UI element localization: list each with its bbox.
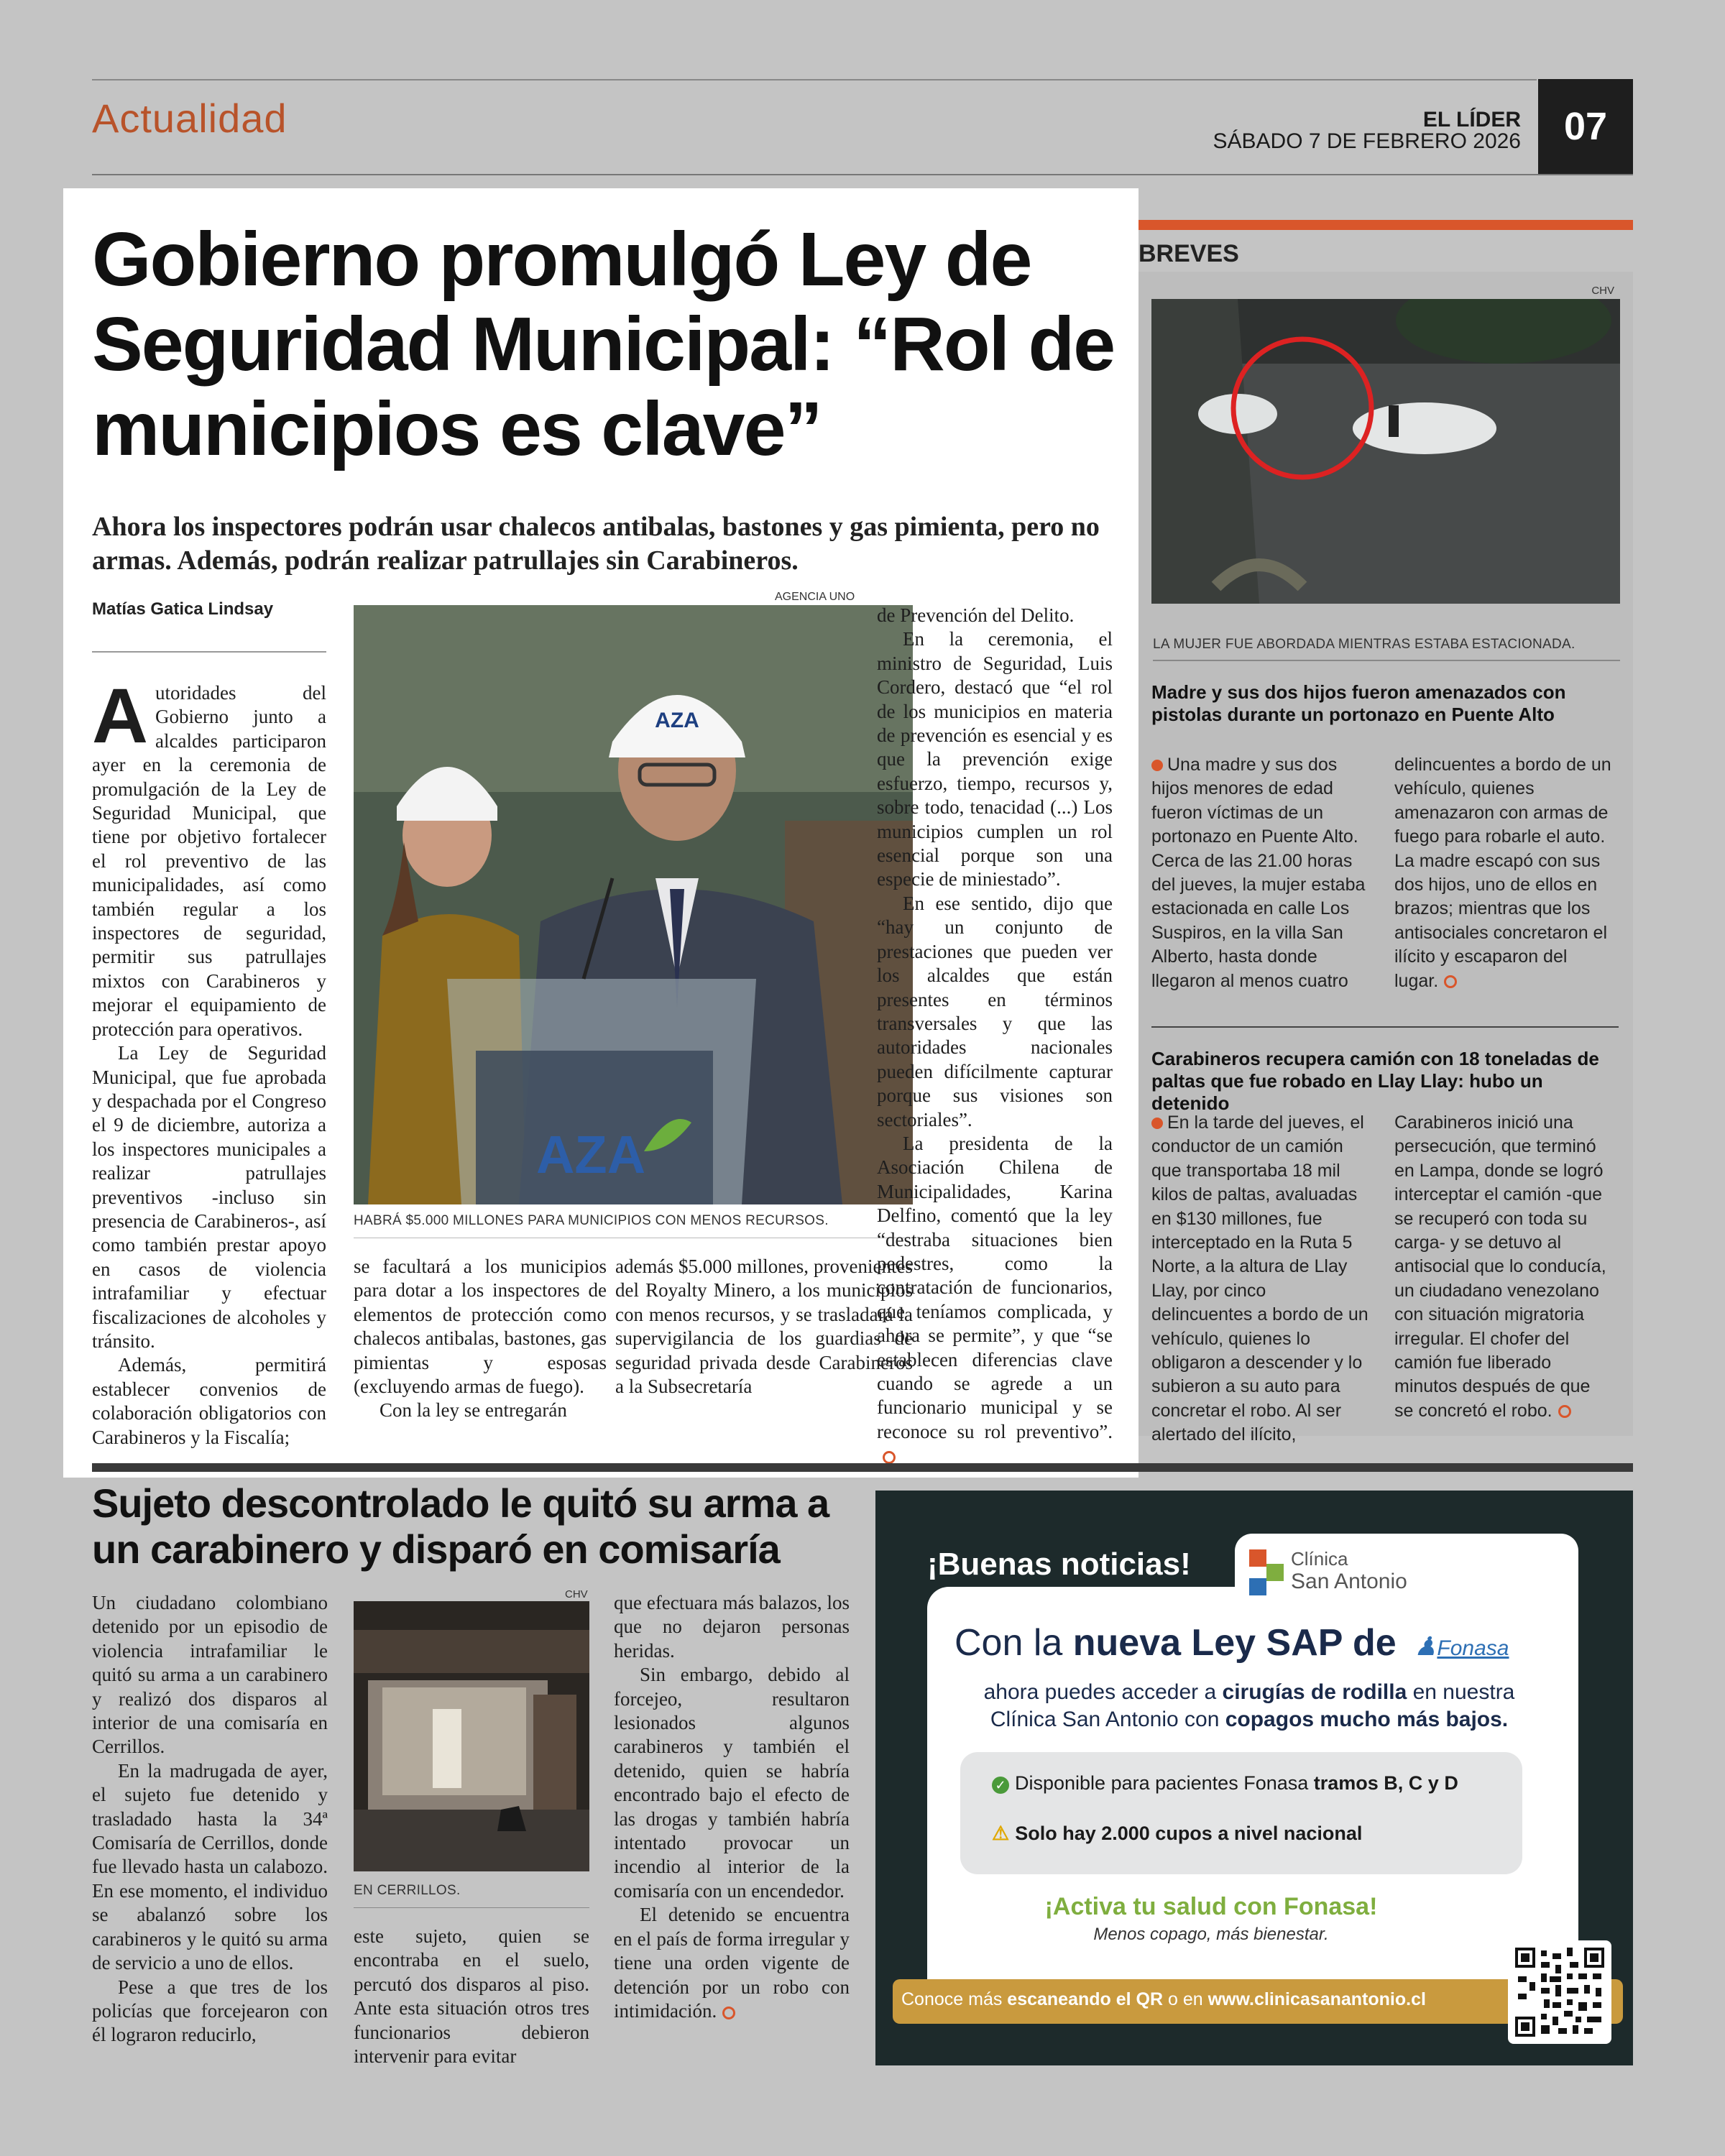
ad-headline <box>954 1621 1509 1664</box>
breves-item2-body <box>1151 1111 1611 1447</box>
check-circle-icon: ✓ <box>992 1777 1009 1794</box>
ad-good-news: ¡Buenas noticias! <box>927 1547 1191 1582</box>
ad-info-box <box>960 1752 1522 1874</box>
section-label: Actualidad <box>92 96 288 141</box>
second-col-2 <box>354 1925 589 2068</box>
byline-rule <box>92 651 326 653</box>
main-col4-p3: En ese sentido, dijo que “hay un conjunto de prestaciones que pueden ver los alcaldes que están presentes en términos transversales y que las autoridades nacionales pueden difícilmente capturar porque sus visiones son sectoriales”. <box>877 892 1113 1130</box>
breves-item1-body <box>1151 753 1611 993</box>
main-headline: Gobierno promulgó Ley de Seguridad Municipal: “Rol de municipios es clave” <box>92 217 1115 471</box>
main-col1-p1: utoridades del Gobierno junto a alcaldes participaron ayer en la ceremonia de promulgación de la Ley de Seguridad Municipal, que tiene por objetivo fortalecer el rol preventivo de las municipalidades, así como también regular a los inspectores de seguridad, permitir sus patrullajes mixtos con Carabineros y mejorar el equipamiento de protección para operativos. <box>92 682 326 1040</box>
second-col-3 <box>614 1591 850 2023</box>
second-photo-scene <box>354 1601 589 1871</box>
ad-headline-pre: Con la <box>954 1622 1073 1664</box>
ad-footer-pre: Conoce más <box>901 1989 1008 2009</box>
second-article-rule <box>92 1463 880 1472</box>
breves-item1-text: Una madre y sus dos hijos menores de edad fueron víctimas de un portonazo en Puente Alto. Cerca de las 21.00 horas del jueves, la mujer estaba estacionada en calle Los Suspiros, en la villa San Alberto, hasta donde llegaron al menos cuatro delincuentes a bordo de un vehículo, quienes amenazaron con armas de fuego para robarle el auto. La madre escapó con sus dos hijos, uno de ellos en brazos; mientras que los antisociales concretaron el ilícito y escaparon del lugar. <box>1151 755 1611 991</box>
clinic-name-2: San Antonio <box>1291 1570 1407 1593</box>
second-photo-caption-rule <box>354 1907 589 1908</box>
breves-label: BREVES <box>1138 240 1239 267</box>
ad-body-pre: ahora puedes acceder a <box>983 1680 1223 1704</box>
fonasa-icon: ♟ <box>1414 1631 1438 1661</box>
breves-divider <box>1151 1026 1619 1028</box>
second-col1-p3: Pese a que tres de los policías que forcejearon con él lograron reducirlo, <box>92 1976 328 2046</box>
ad-footer-bold1: escaneando el QR <box>1007 1989 1164 2009</box>
ad-footer-bold2: www.clinicasanantonio.cl <box>1208 1989 1426 2009</box>
byline: Matías Gatica Lindsay <box>92 599 274 619</box>
second-col1-p2: En la madrugada de ayer, el sujeto fue detenido y trasladado hasta la 34ª Comisaría de Cerrillos, donde fue llevado hasta un calabozo. En ese momento, el individuo se abalanzó sobre los carabineros y le quitó su arma de servicio a uno de ellos. <box>92 1759 328 1974</box>
paper-name: EL LÍDER <box>1422 108 1521 132</box>
main-col1-p2: La Ley de Seguridad Municipal, que fue aprobada y despachada por el Congreso el 9 de diciembre, autoriza a los inspectores municipales a realizar patrullajes preventivos -incluso sin presencia de Carabineros-, así como también prestar apoyo en casos de violencia intrafamiliar y efectuar fiscalizaciones de alcoholes y tránsito. <box>92 1042 326 1352</box>
main-col4-p4: La presidenta de la Asociación Chilena de Municipalidades, Karina Delfino, comentó que la ley “destraba situaciones bien pedestres, como la contratación de funcionarios, que teníamos complicada, y ahora se permite”, y que “se establecen diferencias clave cuando se agrede a un funcionario municipal y se reconoce su rol preventivo”. <box>877 1132 1113 1442</box>
breves-item2-title: Carabineros recupera camión con 18 toneladas de paltas que fue robado en Llay Llay: hubo un detenido <box>1151 1048 1599 1114</box>
breves-item2-text: En la tarde del jueves, el conductor de un camión que transportaba 18 mil kilos de paltas, avaluadas en $130 millones, fue interceptado en la Ruta 5 Norte, a la altura de Llay Llay, por cinco delincuentes a bordo de un vehículo, quienes lo obligaron a descender y lo subieron a su auto para concretar el robo. Al ser alertado del ilícito, Carabineros inició una persecución, que terminó en Lampa, donde se logró interceptar el camión -que se recuperó con toda su carga- y se detuvo al antisocial que lo conducía, un ciudadano venezolano con situación migratoria irregular. El chofer del camión fue liberado minutos después de que se concretó el robo. <box>1151 1112 1606 1445</box>
breves-photo-scene <box>1151 299 1620 604</box>
main-subhead: Ahora los inspectores podrán usar chalecos antibalas, bastones y gas pimienta, pero no armas. Además, podrán realizar patrullajes sin Carabineros. <box>92 512 1100 576</box>
main-col2-p1: se facultará a los municipios para dotar a los inspectores de elementos de protección como chalecos antibalas, bastones, gas pimientas y esposas (excluyendo armas de fuego). <box>354 1256 607 1398</box>
ad-box <box>875 1491 1633 2065</box>
second-col-1 <box>92 1591 328 2047</box>
ad-check-2 <box>992 1823 1362 1845</box>
end-mark-icon <box>1558 1405 1571 1418</box>
ad-top-rule <box>875 1463 1633 1472</box>
clinic-name-1: Clínica <box>1291 1548 1348 1570</box>
warning-icon: ⚠ <box>992 1823 1010 1844</box>
breves-photo <box>1151 299 1620 604</box>
ad-tagline: Menos copago, más bienestar. <box>1093 1925 1329 1944</box>
end-mark-icon <box>1444 975 1457 988</box>
main-photo-credit: AGENCIA UNO <box>775 591 855 603</box>
end-mark-icon <box>722 2007 735 2019</box>
main-col-3 <box>615 1255 913 1399</box>
header-top-rule <box>92 79 1537 80</box>
qr-code[interactable] <box>1508 1940 1611 2044</box>
page-number-text: 07 <box>1563 105 1608 148</box>
ad-footer-text <box>901 1989 1426 2010</box>
second-col2-p1: este sujeto, quien se encontraba en el suelo, percutó dos disparos al piso. Ante esta situación otros tres funcionarios debieron intervenir para evitar <box>354 1925 589 2068</box>
main-article <box>63 188 1138 1478</box>
second-photo-caption: EN CERRILLOS. <box>354 1883 461 1898</box>
ad-check2-text: Solo hay 2.000 cupos a nivel nacional <box>1015 1823 1363 1844</box>
second-headline: Sujeto descontrolado le quitó su arma a un carabinero y disparó en comisaría <box>92 1480 829 1572</box>
breves-photo-caption: LA MUJER FUE ABORDADA MIENTRAS ESTABA ESTACIONADA. <box>1153 637 1576 652</box>
issue-date: SÁBADO 7 DE FEBRERO 2026 <box>1213 129 1521 153</box>
main-photo <box>354 605 913 1204</box>
bullet-dot-icon <box>1151 1118 1163 1129</box>
ad-body <box>954 1679 1544 1733</box>
second-photo-credit: CHV <box>565 1588 588 1600</box>
second-col3-p3: El detenido se encuentra en el país de forma irregular y tiene una orden vigente de detención por un robo con intimidación. <box>614 1904 850 2022</box>
main-col3-p1: además $5.000 millones, provenientes del Royalty Minero, a los municipios con menos recursos, y se trasladará la supervigilancia de los guardias de seguridad privada desde Carabineros a la Subsecretaría <box>615 1256 913 1398</box>
second-col1-p1: Un ciudadano colombiano detenido por un episodio de violencia intrafamiliar le quitó su arma a un carabinero y realizó dos disparos al interior de una comisaría en Cerrillos. <box>92 1592 328 1758</box>
main-col-4 <box>877 604 1113 1468</box>
breves-photo-credit: CHV <box>1591 285 1614 297</box>
qr-code-icon <box>1515 1948 1604 2037</box>
main-col-1 <box>92 672 326 1450</box>
ad-footer-mid: o en <box>1163 1989 1208 2009</box>
ad-cta: ¡Activa tu salud con Fonasa! <box>1044 1893 1378 1920</box>
main-col4-p2: En la ceremonia, el ministro de Seguridad, Luis Cordero, destacó que “el rol de los municipios en materia de prevención es esencial y es que la prevención exige esfuerzo, tiempo, recursos y, sobre todo, tenacidad (...) Los municipios cumplen un rol esencial porque son una especie de miniestado”. <box>877 628 1113 890</box>
main-photo-caption: HABRÁ $5.000 MILLONES PARA MUNICIPIOS CON MENOS RECURSOS. <box>354 1213 829 1228</box>
ad-headline-bold: nueva Ley SAP de <box>1072 1622 1397 1664</box>
ad-body-mid: en nuestra Clínica San Antonio con <box>990 1680 1515 1731</box>
page-number <box>1538 79 1633 174</box>
main-col2-p2: Con la ley se entregarán <box>380 1399 567 1422</box>
clinic-logo-icon <box>1249 1549 1284 1595</box>
podium-logo-text: AZA <box>535 1125 646 1184</box>
second-photo <box>354 1601 589 1871</box>
main-col1-p3: Además, permitirá establecer convenios de colaboración obligatorios con Carabineros y la Fiscalía; <box>92 1354 326 1448</box>
fonasa-logo-text: Fonasa <box>1437 1636 1509 1660</box>
fonasa-logo <box>1414 1631 1509 1661</box>
end-mark-icon <box>883 1451 896 1464</box>
helmet-logo-text: AZA <box>655 709 699 732</box>
drop-cap: A <box>92 672 148 759</box>
breves-caption-rule <box>1153 660 1620 661</box>
second-col3-p1: que efectuara más balazos, los que no dejaron personas heridas. <box>614 1592 850 1662</box>
ad-body-bold1: cirugías de rodilla <box>1222 1680 1407 1704</box>
second-col3-p2: Sin embargo, debido al forcejeo, resultaron lesionados algunos carabineros y también el detenido, quien se habría encontrado bajo el efecto de las drogas y también habría intentado provocar un incendio al interior de la comisaría con un encendedor. <box>614 1664 850 1902</box>
main-col4-p1: de Prevención del Delito. <box>877 604 1075 626</box>
breves-item1-title: Madre y sus dos hijos fueron amenazados con pistolas durante un portonazo en Puente Alto <box>1151 681 1566 725</box>
ad-check1-pre: Disponible para pacientes Fonasa <box>1015 1772 1314 1794</box>
main-col-2 <box>354 1255 607 1423</box>
page-header <box>92 79 1633 175</box>
main-photo-scene <box>354 605 913 1204</box>
ad-check1-bold: tramos B, C y D <box>1313 1772 1458 1794</box>
ad-check-1 <box>992 1772 1458 1795</box>
ad-body-bold2: copagos mucho más bajos. <box>1225 1708 1509 1731</box>
breves-box <box>1138 272 1633 1445</box>
breves-top-rule <box>1138 220 1633 230</box>
bullet-dot-icon <box>1151 760 1163 771</box>
